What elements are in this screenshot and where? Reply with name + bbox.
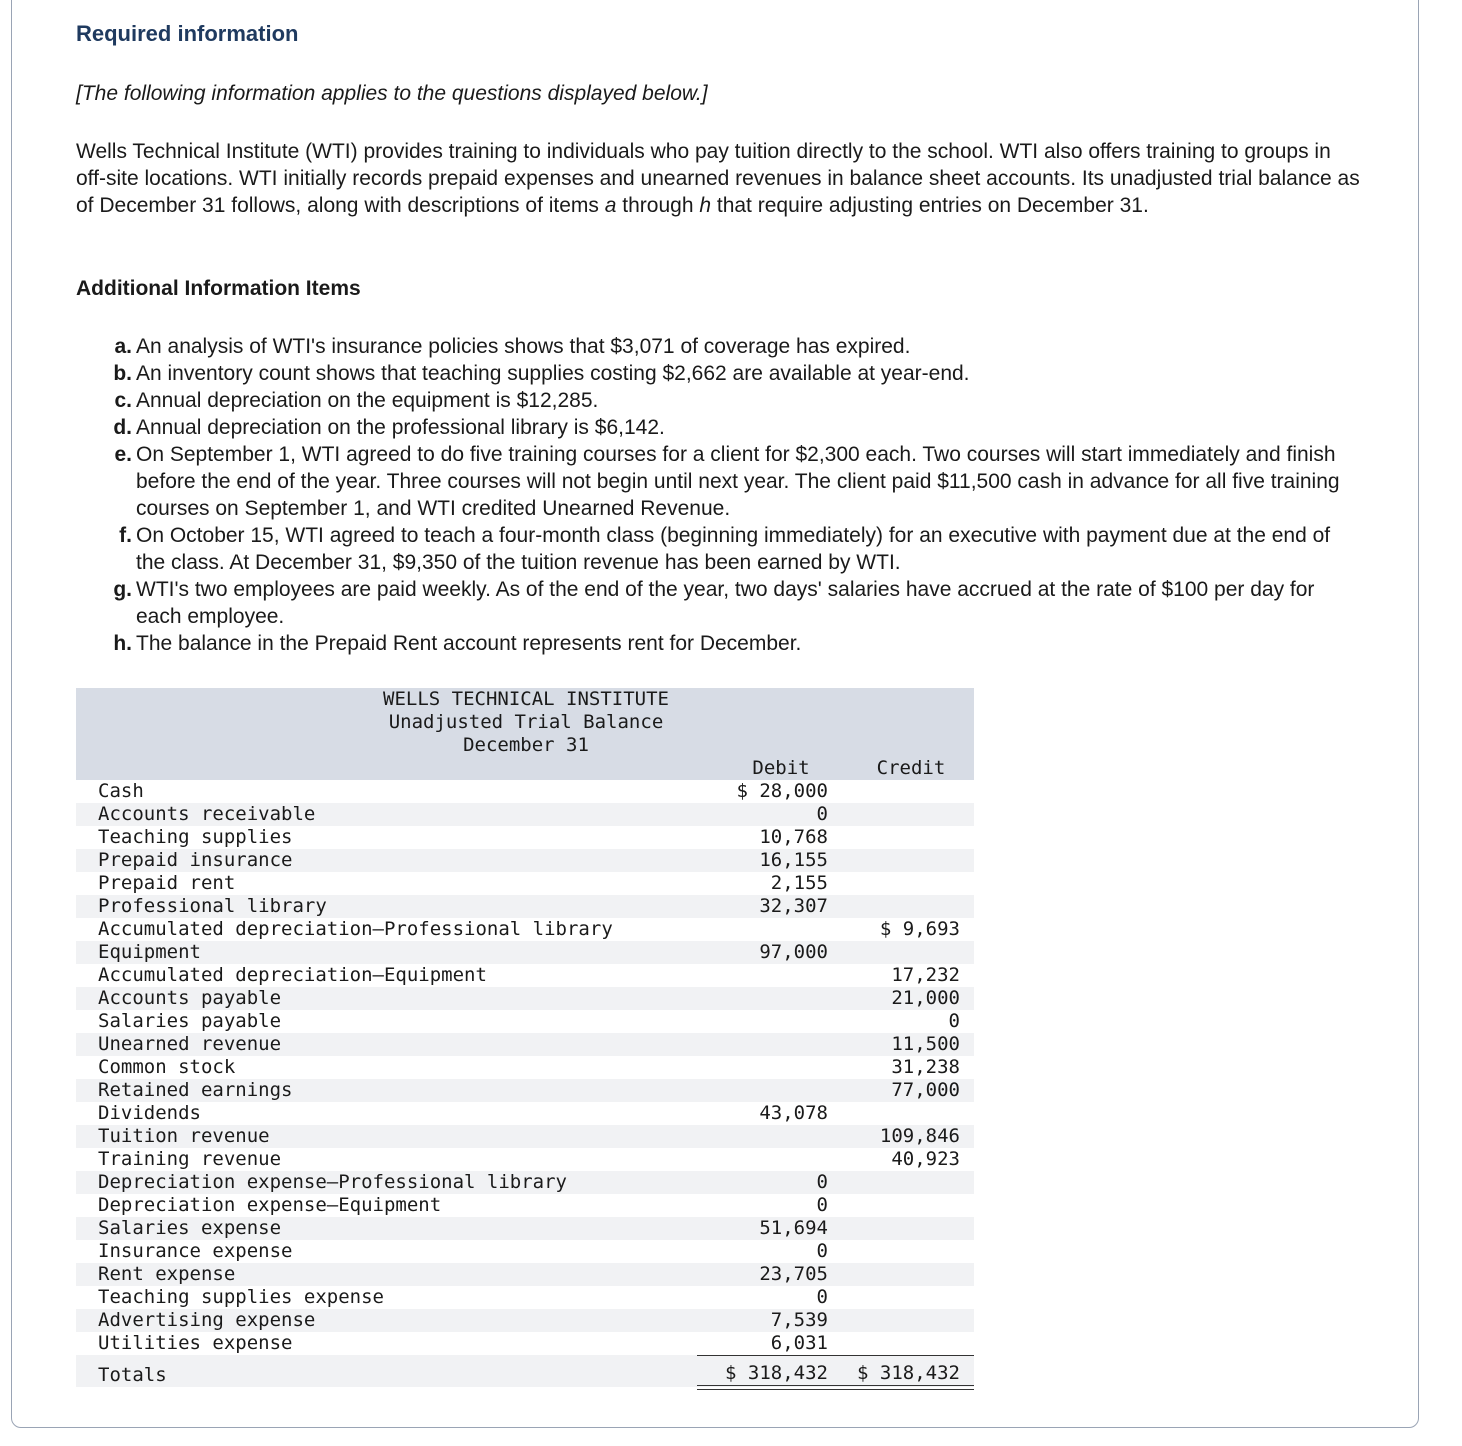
info-item-letter: a. — [114, 335, 132, 358]
trial-balance-rows — [76, 780, 974, 1355]
table-row — [76, 1194, 974, 1217]
row-account: Accumulated depreciation—Equipment — [98, 964, 487, 986]
row-debit: 6,031 — [770, 1332, 828, 1354]
table-row — [76, 872, 974, 895]
trial-balance-table — [76, 688, 974, 1387]
row-credit: 0 — [948, 1010, 960, 1032]
table-row — [76, 1102, 974, 1125]
info-item-text: Annual depreciation on the equipment is $12,285. — [136, 389, 599, 412]
row-debit: 97,000 — [759, 941, 828, 963]
row-credit: 21,000 — [891, 987, 960, 1009]
info-item — [108, 414, 1348, 441]
row-credit: 77,000 — [891, 1079, 960, 1101]
row-account: Prepaid rent — [98, 872, 236, 894]
info-item-text: The balance in the Prepaid Rent account represents rent for December. — [136, 632, 802, 655]
statement-date: December 31 — [463, 734, 589, 756]
row-account: Advertising expense — [98, 1309, 316, 1331]
section-heading: Required information — [76, 21, 299, 46]
row-account: Depreciation expense—Equipment — [98, 1194, 442, 1216]
info-item-text: An inventory count shows that teaching supplies costing $2,662 are available at year-end. — [136, 362, 970, 385]
row-account: Professional library — [98, 895, 327, 917]
table-row — [76, 1148, 974, 1171]
info-item-text: On September 1, WTI agreed to do five training courses for a client for $2,300 each. Two courses will start immediately and finish before the end of the year. Three courses will not begin until next year. The client paid $11,500 cash in advance for all five training courses on September 1, and WTI credited Unearned Revenue. — [136, 443, 1340, 520]
row-debit: 32,307 — [759, 895, 828, 917]
info-item-letter: d. — [113, 416, 132, 439]
row-account: Salaries payable — [98, 1010, 282, 1032]
table-row — [76, 1171, 974, 1194]
table-row — [76, 1033, 974, 1056]
info-item-text: An analysis of WTI's insurance policies shows that $3,071 of coverage has expired. — [136, 335, 911, 358]
row-credit: 109,846 — [879, 1125, 960, 1147]
table-row — [76, 1240, 974, 1263]
row-account: Accounts payable — [98, 987, 282, 1009]
description-text-1: Wells Technical Institute (WTI) provides training to individuals who pay tuition directly to the school. WTI also offers training to groups in off-site locations. WTI initially records prepaid expenses and unearned revenues in balance sheet accounts. Its unadjusted trial balance as of December 31 follows, along with descriptions of items — [76, 140, 1360, 217]
table-row — [76, 1125, 974, 1148]
table-row — [76, 941, 974, 964]
table-row — [76, 1010, 974, 1033]
totals-debit: $ 318,432 — [725, 1362, 828, 1384]
row-debit: 0 — [816, 1194, 828, 1216]
table-row — [76, 849, 974, 872]
row-account: Common stock — [98, 1056, 236, 1078]
row-debit: 43,078 — [759, 1102, 828, 1124]
info-item — [108, 522, 1348, 576]
description-text-2: through — [616, 194, 700, 217]
table-row — [76, 1217, 974, 1240]
totals-credit: $ 318,432 — [857, 1362, 960, 1384]
info-item-text: On October 15, WTI agreed to teach a four-month class (beginning immediately) for an executive with payment due at the end of the class. At December 31, $9,350 of the tuition revenue has been earned by WTI. — [136, 524, 1331, 574]
info-item-letter: c. — [114, 389, 132, 412]
row-credit: 11,500 — [891, 1033, 960, 1055]
info-item-text: Annual depreciation on the professional library is $6,142. — [136, 416, 665, 439]
row-account: Prepaid insurance — [98, 849, 293, 871]
info-item-letter: f. — [119, 524, 132, 547]
table-row — [76, 918, 974, 941]
row-debit: 0 — [816, 1286, 828, 1308]
row-account: Teaching supplies — [98, 826, 293, 848]
row-debit: 0 — [816, 803, 828, 825]
row-account: Tuition revenue — [98, 1125, 270, 1147]
row-account: Unearned revenue — [98, 1033, 282, 1055]
description-item-h: h — [699, 194, 712, 217]
row-account: Retained earnings — [98, 1079, 293, 1101]
row-account: Salaries expense — [98, 1217, 282, 1239]
statement-title: Unadjusted Trial Balance — [388, 711, 664, 733]
info-item — [108, 387, 1348, 414]
row-debit: 7,539 — [770, 1309, 828, 1331]
row-account: Teaching supplies expense — [98, 1286, 384, 1308]
debit-column-header: Debit — [752, 757, 810, 779]
info-item-letter: g. — [113, 578, 132, 601]
row-credit: 31,238 — [891, 1056, 960, 1078]
info-item — [108, 441, 1348, 522]
intro-note: [The following information applies to the questions displayed below.] — [76, 82, 708, 105]
credit-column-header: Credit — [876, 757, 946, 779]
row-debit: 0 — [816, 1171, 828, 1193]
table-row — [76, 964, 974, 987]
info-item — [108, 333, 1348, 360]
row-debit: 0 — [816, 1240, 828, 1262]
description-text-3: that require adjusting entries on December 31. — [711, 194, 1149, 217]
info-item-letter: h. — [113, 632, 132, 655]
totals-double-rule — [697, 1385, 974, 1390]
row-account: Accumulated depreciation—Professional library — [98, 918, 613, 940]
row-debit: 16,155 — [759, 849, 828, 871]
table-row — [76, 780, 974, 803]
row-debit: 2,155 — [770, 872, 828, 894]
row-credit: 17,232 — [891, 964, 960, 986]
table-row — [76, 1263, 974, 1286]
description-item-a: a — [604, 194, 617, 217]
row-debit: $ 28,000 — [736, 780, 828, 802]
info-item — [108, 630, 1348, 657]
additional-info-title: Additional Information Items — [76, 277, 361, 300]
row-debit: 23,705 — [759, 1263, 828, 1285]
row-credit: 40,923 — [891, 1148, 960, 1170]
row-account: Insurance expense — [98, 1240, 293, 1262]
row-account: Training revenue — [98, 1148, 282, 1170]
row-debit: 51,694 — [759, 1217, 828, 1239]
row-account: Rent expense — [98, 1263, 236, 1285]
row-account: Accounts receivable — [98, 803, 316, 825]
table-row — [76, 987, 974, 1010]
table-row — [76, 803, 974, 826]
company-name: WELLS TECHNICAL INSTITUTE — [383, 688, 669, 710]
info-item-letter: e. — [114, 443, 132, 466]
row-debit: 10,768 — [759, 826, 828, 848]
totals-rule — [697, 1355, 974, 1356]
totals-label: Totals — [98, 1364, 167, 1386]
table-row — [76, 1056, 974, 1079]
totals-row — [76, 1355, 974, 1387]
table-row — [76, 895, 974, 918]
table-row — [76, 1286, 974, 1309]
table-row — [76, 826, 974, 849]
row-account: Cash — [98, 780, 144, 802]
table-row — [76, 1332, 974, 1355]
additional-info-list — [108, 333, 1348, 657]
trial-balance-header — [76, 688, 974, 780]
table-row — [76, 1309, 974, 1332]
row-account: Equipment — [98, 941, 201, 963]
table-row — [76, 1079, 974, 1102]
info-item — [108, 576, 1348, 630]
row-account: Depreciation expense—Professional library — [98, 1171, 567, 1193]
row-account: Dividends — [98, 1102, 201, 1124]
info-item-text: WTI's two employees are paid weekly. As of the end of the year, two days' salaries have accrued at the rate of $100 per day for each employee. — [136, 578, 1315, 628]
row-credit: $ 9,693 — [879, 918, 960, 940]
problem-description — [76, 138, 1366, 219]
info-item-letter: b. — [113, 362, 132, 385]
info-item — [108, 360, 1348, 387]
row-account: Utilities expense — [98, 1332, 293, 1354]
